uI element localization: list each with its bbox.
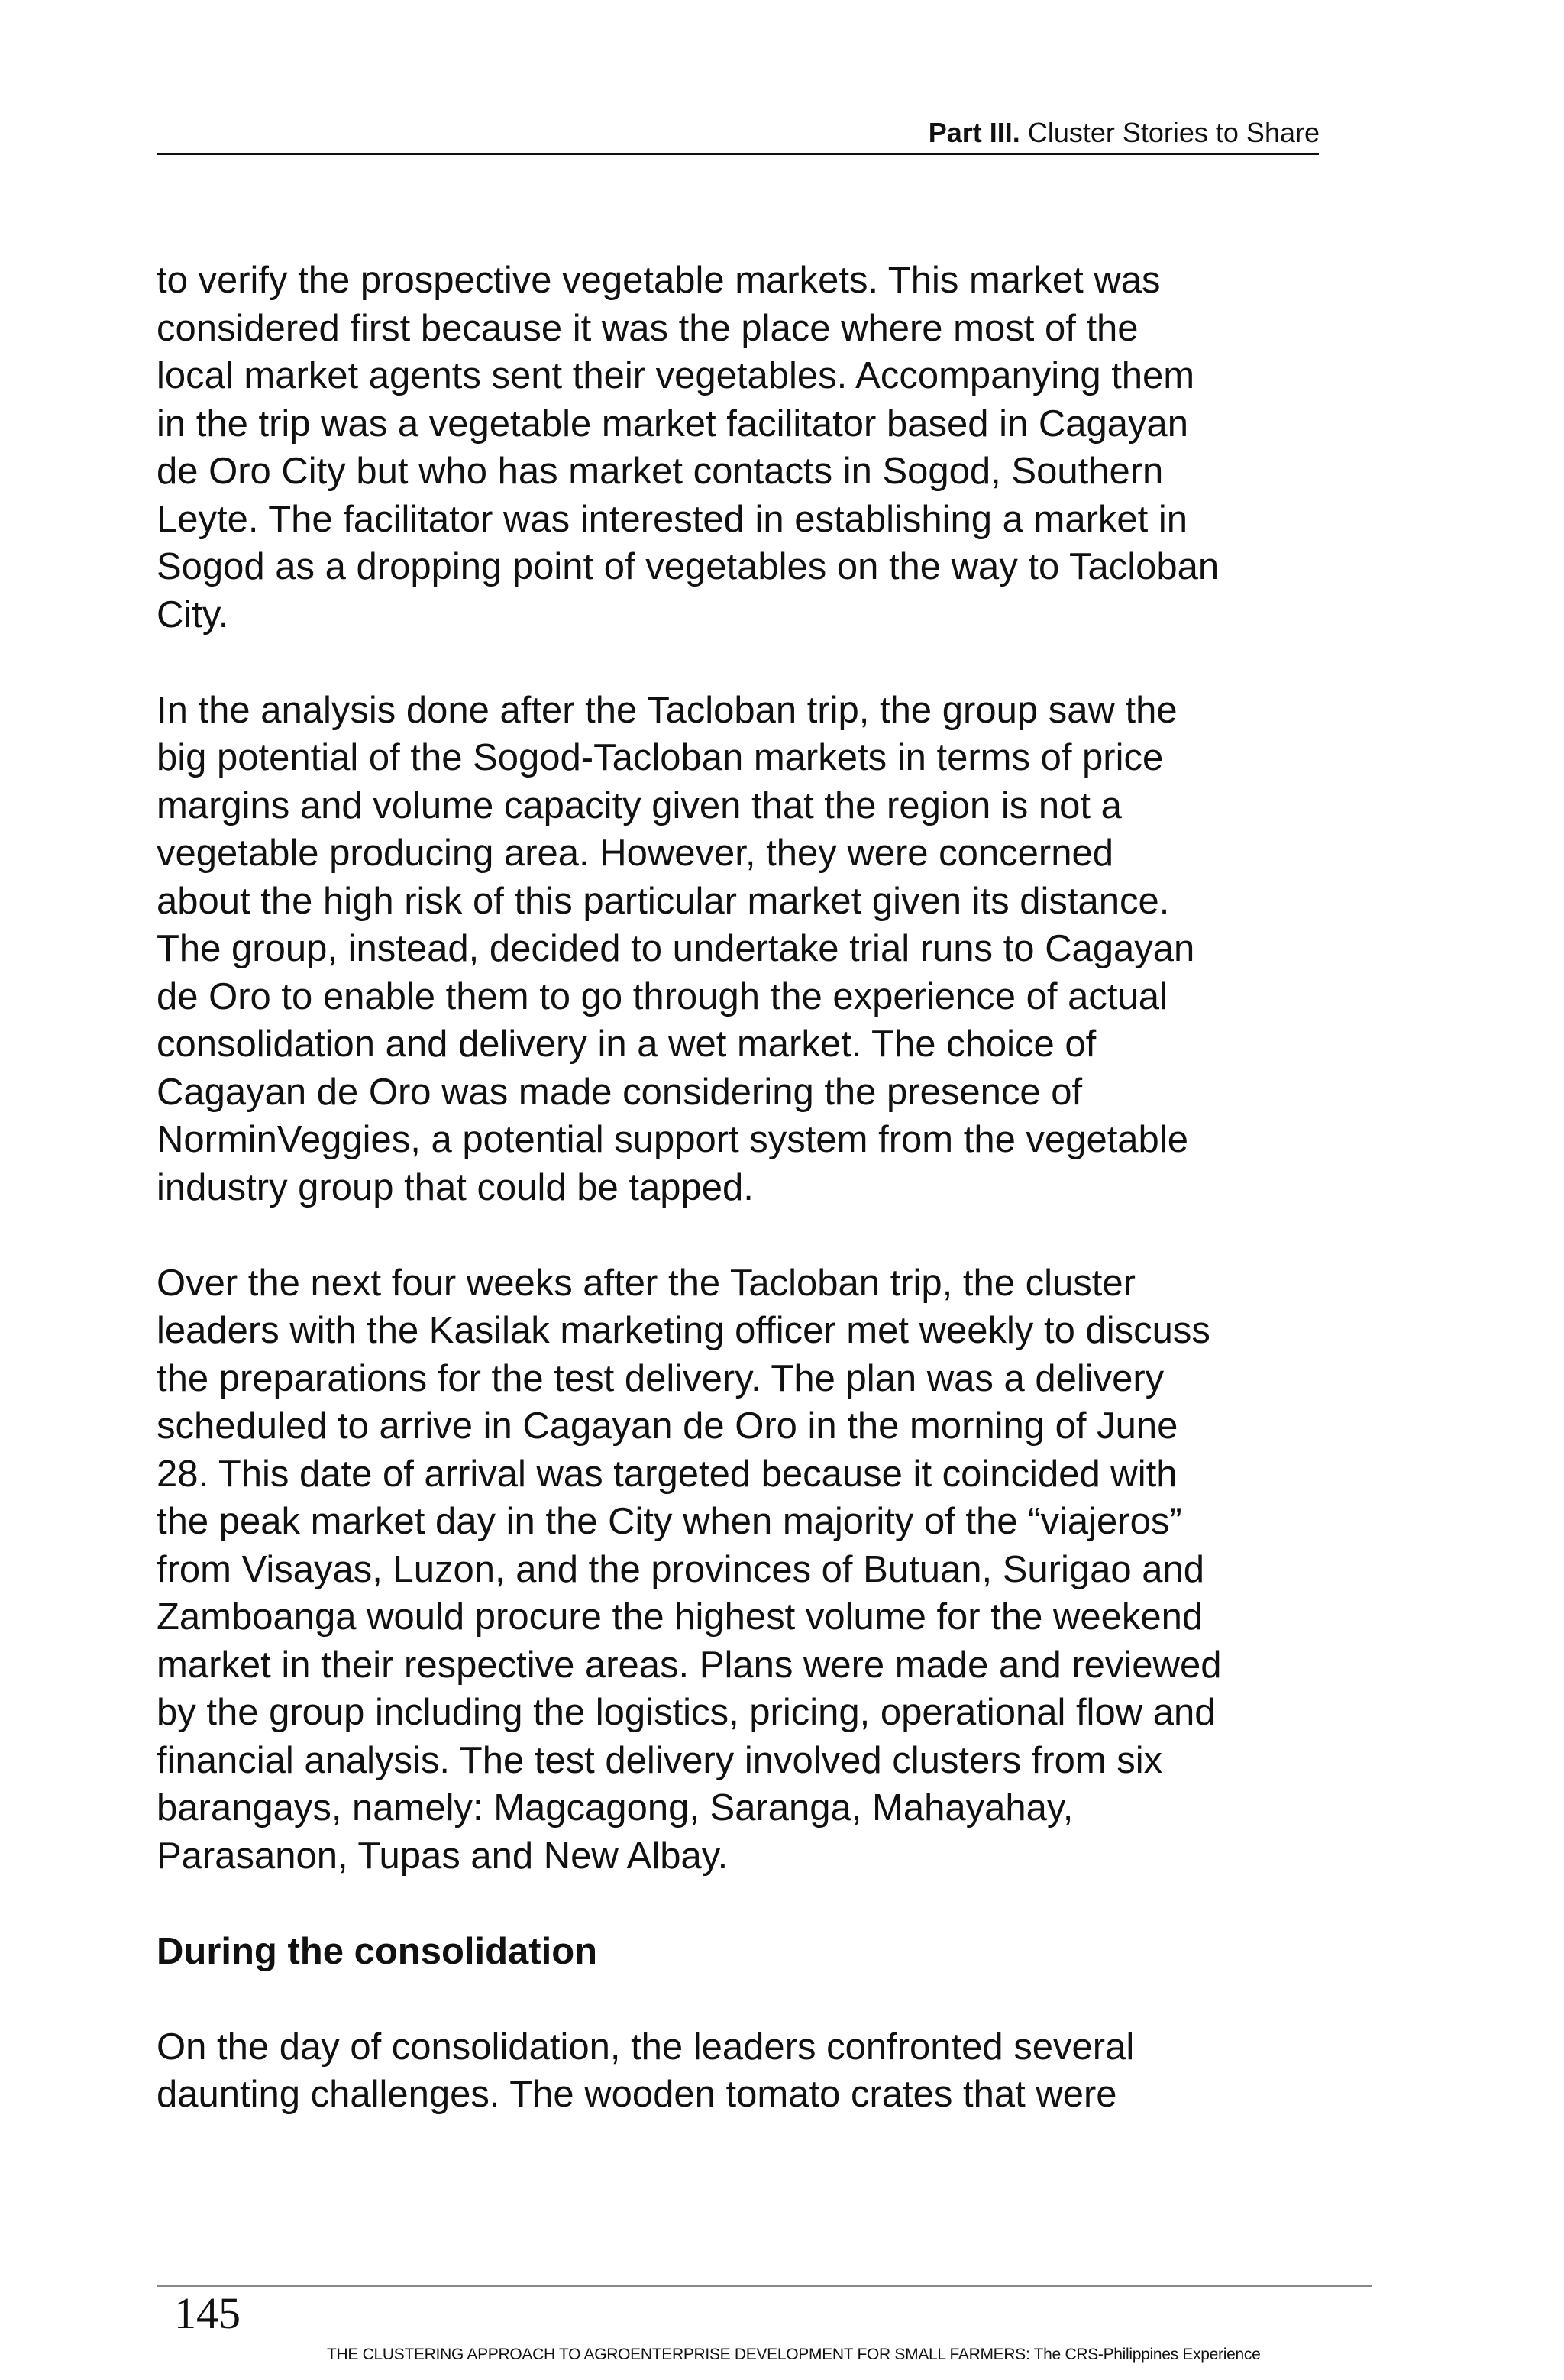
text-line: de Oro City but who has market contacts in Sogod, Southern [157,451,1164,492]
text-line: about the high risk of this particular market given its distance. [157,880,1170,922]
section-heading: During the consolidation [157,1930,598,1972]
text-line: The group, instead, decided to undertake trial runs to Cagayan [157,928,1195,969]
text-line: big potential of the Sogod-Tacloban markets in terms of price [157,737,1164,778]
running-head [929,119,1320,147]
running-head-section: Cluster Stories to Share [1027,117,1320,148]
text-line: market in their respective areas. Plans were made and reviewed [157,1644,1222,1686]
text-line: On the day of consolidation, the leaders confronted several [157,2026,1135,2068]
text-line: in the trip was a vegetable market facilitator based in Cagayan [157,403,1188,445]
text-line: vegetable producing area. However, they were concerned [157,833,1113,874]
text-line: leaders with the Kasilak marketing officer met weekly to discuss [157,1310,1210,1351]
footer-book-title: THE CLUSTERING APPROACH TO AGROENTERPRISE DEVELOPMENT FOR SMALL FARMERS: The CRS-Philippines Experience [327,2346,1261,2363]
text-line: scheduled to arrive in Cagayan de Oro in the morning of June [157,1405,1178,1447]
text-line: financial analysis. The test delivery involved clusters from six [157,1739,1163,1781]
text-line: daunting challenges. The wooden tomato crates that were [157,2074,1117,2115]
text-line: consolidation and delivery in a wet market. The choice of [157,1023,1097,1065]
text-line: Over the next four weeks after the Tacloban trip, the cluster [157,1262,1136,1304]
text-line: from Visayas, Luzon, and the provinces of Butuan, Surigao and [157,1548,1204,1590]
text-line: industry group that could be tapped. [157,1166,754,1208]
text-line: Leyte. The facilitator was interested in establishing a market in [157,498,1188,540]
text-line: In the analysis done after the Tacloban trip, the group saw the [157,689,1178,731]
paragraph-1 [157,257,1378,639]
text-line: Sogod as a dropping point of vegetables on the way to Tacloban [157,546,1220,587]
text-line: to verify the prospective vegetable markets. This market was [157,260,1161,301]
paragraph-3 [157,1260,1378,1880]
text-line: barangays, namely: Magcagong, Saranga, Mahayahay, [157,1787,1074,1829]
footer-rule [157,2285,1372,2287]
text-line: by the group including the logistics, pricing, operational flow and [157,1692,1216,1733]
text-line: Cagayan de Oro was made considering the presence of [157,1071,1083,1113]
paragraph-4 [157,2023,1378,2119]
text-line: de Oro to enable them to go through the experience of actual [157,975,1168,1017]
paragraph-2 [157,687,1378,1212]
text-line: the preparations for the test delivery. The plan was a delivery [157,1357,1165,1399]
text-line: considered first because it was the place where most of the [157,307,1139,349]
header-rule [157,153,1319,155]
text-line: 28. This date of arrival was targeted because it coincided with [157,1453,1178,1495]
running-head-part: Part III. [928,117,1020,148]
text-line: the peak market day in the City when majority of the “viajeros” [157,1501,1182,1542]
text-line: Zamboanga would procure the highest volume for the weekend [157,1596,1204,1638]
text-line: NorminVeggies, a potential support system from the vegetable [157,1119,1188,1160]
text-line: margins and volume capacity given that the region is not a [157,784,1122,826]
page-number: 145 [174,2288,241,2338]
text-line: City. [157,593,229,635]
text-line: Parasanon, Tupas and New Albay. [157,1835,729,1877]
page-body [157,257,1378,2166]
text-line: local market agents sent their vegetables. Accompanying them [157,355,1195,396]
